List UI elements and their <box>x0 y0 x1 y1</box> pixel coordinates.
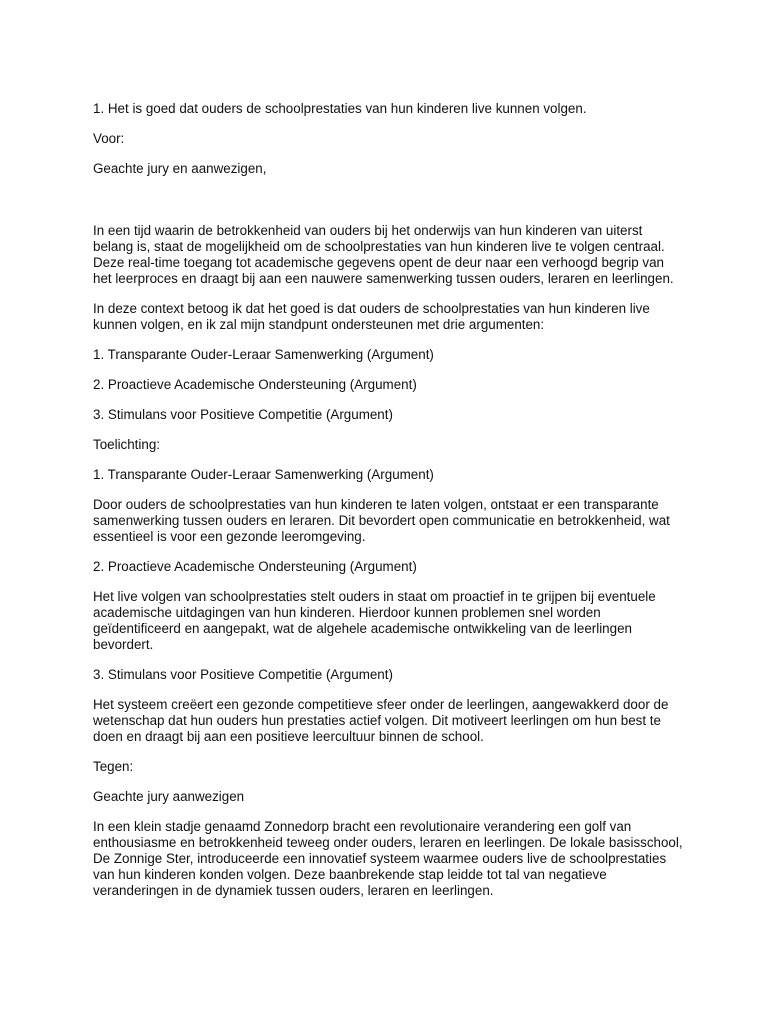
argument-item-3: 3. Stimulans voor Positieve Competitie (Argument) <box>93 407 393 422</box>
explanation-body-1: Door ouders de schoolprestaties van hun kinderen te laten volgen, ontstaat er een transparante samenwerking tussen ouders en leraren. Dit bevordert open communicatie en betrokkenheid, wat essentieel is voor een gezonde leeromgeving. <box>93 497 670 544</box>
explanation-heading-1: 1. Transparante Ouder-Leraar Samenwerking (Argument) <box>93 467 434 482</box>
argument-item-2: 2. Proactieve Academische Ondersteuning (Argument) <box>93 377 417 392</box>
intro-paragraph: In een tijd waarin de betrokkenheid van ouders bij het onderwijs van hun kinderen van uiterst belang is, staat de mogelijkheid om de schoolprestaties van hun kinderen live te volgen centraal. Deze real-time toegang tot academische gegevens opent de deur naar een verhoogd begrip van het leerproces en draagt bij aan een nauwere samenwerking tussen ouders, leraren en leerlingen. <box>93 223 674 286</box>
greeting-voor: Geachte jury en aanwezigen, <box>93 161 267 176</box>
explanation-body-2: Het live volgen van schoolprestaties stelt ouders in staat om proactief in te grijpen bij eventuele academische uitdagingen van hun kinderen. Hierdoor kunnen problemen snel worden geïdentificeerd en aangepakt, wat de algehele academische ontwikkeling van de leerlingen bevordert. <box>93 589 656 652</box>
tegen-label: Tegen: <box>93 759 134 774</box>
toelichting-label: Toelichting: <box>93 437 160 452</box>
explanation-heading-2: 2. Proactieve Academische Ondersteuning (Argument) <box>93 559 417 574</box>
thesis-paragraph: In deze context betoog ik dat het goed is dat ouders de schoolprestaties van hun kinderen live kunnen volgen, en ik zal mijn standpunt ondersteunen met drie argumenten: <box>93 301 650 332</box>
document-title: 1. Het is goed dat ouders de schoolprestaties van hun kinderen live kunnen volgen. <box>93 101 587 116</box>
document-body <box>93 101 683 913</box>
tegen-paragraph: In een klein stadje genaamd Zonnedorp bracht een revolutionaire verandering een golf van enthousiasme en betrokkenheid teweeg onder ouders, leraren en leerlingen. De lokale basisschool, De Zonnige Ster, introduceerde een innovatief systeem waarmee ouders live de schoolprestaties van hun kinderen konden volgen. Deze baanbrekende stap leidde tot tal van negatieve veranderingen in de dynamiek tussen ouders, leraren en leerlingen. <box>93 819 683 898</box>
voor-label: Voor: <box>93 131 125 146</box>
explanation-body-3: Het systeem creëert een gezonde competitieve sfeer onder de leerlingen, aangewakkerd door de wetenschap dat hun ouders hun prestaties actief volgen. Dit motiveert leerlingen om hun best te doen en draagt bij aan een positieve leercultuur binnen de school. <box>93 697 669 744</box>
explanation-heading-3: 3. Stimulans voor Positieve Competitie (Argument) <box>93 667 393 682</box>
greeting-tegen: Geachte jury aanwezigen <box>93 789 245 804</box>
argument-item-1: 1. Transparante Ouder-Leraar Samenwerking (Argument) <box>93 347 434 362</box>
